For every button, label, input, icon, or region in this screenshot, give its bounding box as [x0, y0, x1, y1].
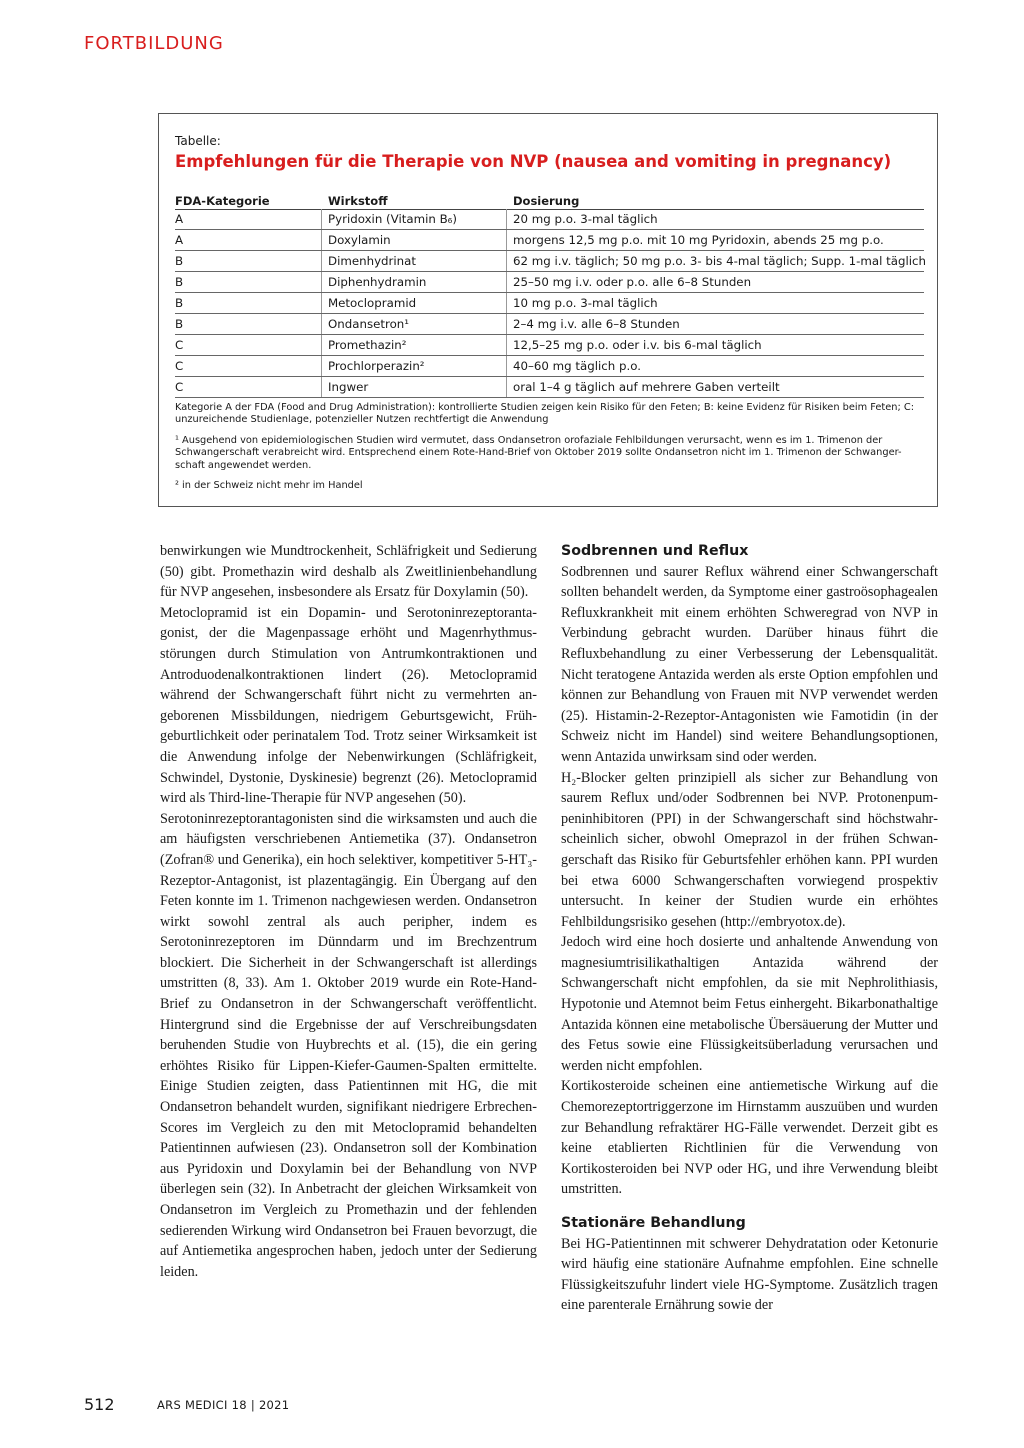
section-heading-inpatient: Stationäre Behandlung	[561, 1215, 746, 1231]
right-text-column	[561, 541, 938, 1316]
cell-substance: Doxylamin	[328, 233, 391, 247]
table-category-note: Kategorie A der FDA (Food and Drug Administration): kontrollierte Studien zeigen kein Risiko für den Feten; B: keine Evidenz für Risiken beim Feten; C: unzureichende Studienlage, potenzieller Nutzen rechtfertigt die Anwendung	[175, 402, 915, 426]
cell-substance: Dimenhydrinat	[328, 254, 416, 268]
cell-dosage: oral 1–4 g täglich auf mehrere Gaben verteilt	[513, 380, 780, 394]
table-title: Empfehlungen für die Therapie von NVP (nausea and vomiting in pregnancy)	[175, 152, 892, 171]
body-paragraph: Jedoch wird eine hoch dosierte und anhaltende Anwendung von magnesiumtrisilikathaltigen Antazida während der Schwangerschaft nicht empfohlen, da sie mit Nephrolithiasis, Hypotonie und Atemnot beim Fetus einhergeht. Bikarbonathaltige Antazida können eine metabolische Übersäuerung der Mutter und des Fetus sowie eine Flüssigkeitsüberladung verursachen und werden nicht empfohlen.	[561, 934, 938, 1074]
therapy-table-box	[158, 113, 938, 507]
cell-dosage: 25–50 mg i.v. oder p.o. alle 6–8 Stunden	[513, 275, 752, 289]
cell-substance: Pyridoxin (Vitamin B₆)	[328, 212, 458, 226]
cell-dosage: 40–60 mg täglich p.o.	[513, 359, 642, 373]
cell-dosage: 10 mg p.o. 3-mal täglich	[513, 296, 658, 310]
table-footnote-1: ¹ Ausgehend von epidemiologischen Studien wird vermutet, dass Ondansetron orofaziale Fehlbildungen verursacht, wenn es im 1. Trimenon der Schwangerschaft verabreicht wird. Entsprechend einem Rote-Hand-Brief von Oktober 2019 sollte Ondansetron nicht im 1. Trimenon der Schwanger-schaft angewendet werden.	[175, 435, 902, 471]
cell-substance: Ingwer	[328, 380, 369, 394]
cell-category: B	[175, 296, 184, 310]
cell-category: B	[175, 275, 184, 289]
cell-dosage: 20 mg p.o. 3-mal täglich	[513, 212, 658, 226]
table-row	[175, 293, 924, 314]
cell-category: B	[175, 317, 184, 331]
cell-dosage: 62 mg i.v. täglich; 50 mg p.o. 3- bis 4-mal täglich; Supp. 1-mal täglich	[513, 254, 926, 268]
cell-dosage: 12,5–25 mg p.o. oder i.v. bis 6-mal täglich	[513, 338, 762, 352]
cell-substance: Diphenhydramin	[328, 275, 427, 289]
table-row	[175, 356, 924, 377]
section-heading-reflux: Sodbrennen und Reflux	[561, 543, 749, 559]
header-substance: Wirkstoff	[328, 194, 388, 208]
body-paragraph: benwirkungen wie Mundtrockenheit, Schläfrigkeit und Sedierung (50) gibt. Promethazin wird deshalb als Zweitlinienbehandlung für NVP angesehen, insbesondere als Ersatz für Doxylamin (50).	[160, 543, 537, 601]
table-header-row	[175, 191, 924, 210]
table-row	[175, 230, 924, 251]
section-label: FORTBILDUNG	[84, 33, 224, 54]
page-number: 512	[84, 1395, 115, 1414]
cell-substance: Ondansetron¹	[328, 317, 409, 331]
body-paragraph: Bei HG-Patientinnen mit schwerer Dehydratation oder Ketonurie wird häufig eine stationäre Aufnahme empfohlen. Eine schnelle Flüssigkeitszufuhr lindert viele HG-Symptome. Zusätzlich tragen eine parenterale Ernährung sowie der	[561, 1235, 938, 1314]
table-row	[175, 209, 924, 230]
cell-dosage: 2–4 mg i.v. alle 6–8 Stunden	[513, 317, 680, 331]
left-text-column	[160, 541, 537, 1282]
cell-category: A	[175, 212, 184, 226]
body-paragraph: Kortikosteroide scheinen eine antiemetische Wirkung auf die Chemorezeptortriggerzone im Hirnstamm auszuüben und wurden zur Behandlung refraktärer HG-Fälle verwendet. Derzeit gibt es keine etablierten Richtlinien für die Verwendung von Kortikosteroiden bei NVP oder HG, und ihre Verwendung bleibt umstritten.	[561, 1078, 938, 1198]
cell-category: B	[175, 254, 184, 268]
cell-dosage: morgens 12,5 mg p.o. mit 10 mg Pyridoxin, abends 25 mg p.o.	[513, 233, 884, 247]
cell-substance: Prochlorperazin²	[328, 359, 425, 373]
cell-category: C	[175, 359, 184, 373]
body-paragraph: Metoclopramid ist ein Dopamin- und Serotoninrezeptorantagonist, der die Magenpassage erhöht und Magenrhythmusstörungen durch Stimulation von Antrumkontraktionen und Antroduodenalkontraktionen lindert (26). Metoclopramid während der Schwangerschaft führt nicht zu vermehrten angeborenen Missbildungen, niedrigem Geburtsgewicht, Frühgeburtlichkeit oder perinatalem Tod. Trotz seiner Wirksamkeit ist die Anwendung infolge der Nebenwirkungen (Schläfrigkeit, Schwindel, Dystonie, Dyskinesie) begrenzt (26). Metoclopramid wird als Third-line-Therapie für NVP angesehen (50).	[160, 604, 537, 807]
header-fda-category: FDA-Kategorie	[175, 194, 270, 208]
table-footnote-2: ² in der Schweiz nicht mehr im Handel	[175, 480, 363, 491]
cell-category: C	[175, 338, 184, 352]
table-row	[175, 377, 924, 398]
table-body	[175, 209, 924, 398]
cell-substance: Metoclopramid	[328, 296, 417, 310]
journal-issue: ARS MEDICI 18 | 2021	[157, 1398, 290, 1412]
body-paragraph: Serotoninrezeptorantagonisten sind die wirksamsten und auch die am häufigsten verschriebenen Antiemetika (37). Ondansetron (Zofran® und Generika), ein hoch selektiver, kompetitiver 5-HT₃-Rezeptor-Antagonist, ist plazentagängig. Ein Übergang auf den Feten konnte im 1. Trimenon nachgewiesen werden. Ondansetron wirkt sowohl zentral als auch peripher, indem es Serotoninrezeptoren im Dünndarm und im Brechzentrum blockiert. Die Sicherheit in der Schwangerschaft ist allerdings umstritten (8, 33). Am 1. Oktober 2019 wurde ein Rote-Hand-Brief zu Ondansetron in der Schwangerschaft veröffentlicht. Hintergrund sind die Ergebnisse der auf Verschreibungsdaten beruhenden Studie von Huybrechts et al. (15), die ein gering erhöhtes Risiko für Lippen-Kiefer-Gaumen-Spalten ermittelte. Einige Studien zeigten, dass Patientinnen mit HG, die mit Ondansetron behandelt wurden, signifikant niedrigere Erbrechen-Scores im Vergleich zu den mit Metoclopramid behandelten Patientinnen aufwiesen (23). Ondansetron soll der Kombination aus Pyridoxin und Doxylamin bei der Behandlung von NVP überlegen sein (32). In Anbetracht der gleichen Wirksamkeit von Ondansetron im Vergleich zu Promethazin und der fehlenden sedierenden Wirkung wird Ondansetron bei Frauen bevorzugt, die auf Antiemetika angesprochen haben, jedoch unter der Sedierung leiden.	[160, 810, 537, 1280]
table-row	[175, 314, 924, 335]
body-paragraph: H₂-Blocker gelten prinzipiell als sicher zur Behandlung von saurem Reflux und/oder Sodbrennen bei NVP. Protonenpumpeninhibitoren (PPI) in der Schwangerschaft sind höchstwahrscheinlich sicher, obwohl Omeprazol in der frühen Schwangerschaft das Risiko für Geburtsfehler erhöhen kann. PPI wurden bei etwa 6000 Schwangerschaften vorwiegend prospektiv untersucht. In keiner der Studien wurde ein erhöhtes Fehlbildungsrisiko gesehen (http://embryotox.de).	[561, 769, 938, 930]
table-row	[175, 251, 924, 272]
table-row	[175, 272, 924, 293]
cell-category: C	[175, 380, 184, 394]
header-dosage: Dosierung	[513, 194, 580, 208]
table-label: Tabelle:	[175, 134, 221, 148]
cell-category: A	[175, 233, 184, 247]
body-paragraph: Sodbrennen und saurer Reflux während einer Schwangerschaft sollten behandelt werden, da Symptome einer gastroösophagealen Refluxkrankheit mit einem erhöhten Schweregrad von NVP in Verbindung gebracht wurden. Darüber hinaus führt die Refluxbehandlung zu einer Verbesserung der Lebensqualität. Nicht teratogene Antazida werden als erste Option empfohlen und können zur Behandlung von Frauen mit NVP verwendet werden (25). Histamin-2-Rezeptor-Antagonisten wie Famotidin (in der Schweiz nicht im Handel) sind weitere Behandlungsoptionen, wenn Antazida unwirksam sind oder werden.	[561, 563, 938, 765]
table-row	[175, 335, 924, 356]
cell-substance: Promethazin²	[328, 338, 407, 352]
